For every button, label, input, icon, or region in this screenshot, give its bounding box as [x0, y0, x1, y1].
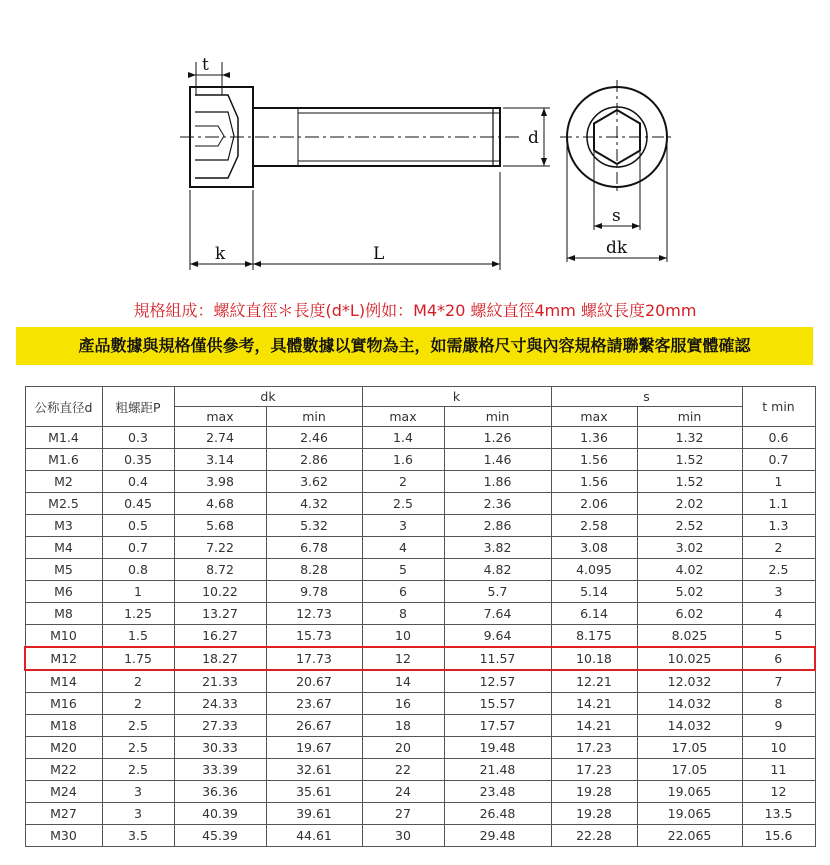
table-cell: 8 — [362, 603, 444, 625]
header-k: k — [362, 387, 551, 407]
table-cell: 1 — [102, 581, 174, 603]
table-cell: 36.36 — [174, 781, 266, 803]
table-cell: 2.46 — [266, 427, 362, 449]
table-cell: 0.45 — [102, 493, 174, 515]
table-cell: 10.025 — [637, 647, 742, 670]
header-dk-max: max — [174, 407, 266, 427]
table-cell: 18.27 — [174, 647, 266, 670]
table-cell: 1 — [742, 471, 815, 493]
table-cell: 1.6 — [362, 449, 444, 471]
table-cell: 0.6 — [742, 427, 815, 449]
table-row — [25, 515, 815, 537]
table-cell: 6.78 — [266, 537, 362, 559]
table-row — [25, 759, 815, 781]
table-cell: 5.7 — [444, 581, 551, 603]
table-cell: 1.36 — [551, 427, 637, 449]
table-cell: 27 — [362, 803, 444, 825]
table-row — [25, 693, 815, 715]
table-cell: 12.73 — [266, 603, 362, 625]
table-cell: 23.48 — [444, 781, 551, 803]
table-cell: 13.5 — [742, 803, 815, 825]
label-dk: dk — [606, 238, 628, 258]
table-cell: M2 — [25, 471, 102, 493]
table-row — [25, 803, 815, 825]
table-cell: 35.61 — [266, 781, 362, 803]
table-cell: 26.67 — [266, 715, 362, 737]
table-cell: 6 — [362, 581, 444, 603]
table-cell: 4.02 — [637, 559, 742, 581]
table-cell: 0.7 — [102, 537, 174, 559]
table-cell: M6 — [25, 581, 102, 603]
table-cell: 6 — [742, 647, 815, 670]
table-cell: 2.02 — [637, 493, 742, 515]
table-cell: 22.065 — [637, 825, 742, 847]
label-d: d — [528, 128, 539, 148]
table-cell: 21.48 — [444, 759, 551, 781]
table-cell: 3 — [102, 803, 174, 825]
table-cell: 0.3 — [102, 427, 174, 449]
table-cell: 9.64 — [444, 625, 551, 648]
table-cell: 1.52 — [637, 449, 742, 471]
table-cell: 8.72 — [174, 559, 266, 581]
table-row — [25, 781, 815, 803]
table-cell: 14.21 — [551, 693, 637, 715]
table-cell: 11 — [742, 759, 815, 781]
table-cell: 18 — [362, 715, 444, 737]
table-cell: 26.48 — [444, 803, 551, 825]
table-cell: 3.14 — [174, 449, 266, 471]
table-cell: 1.25 — [102, 603, 174, 625]
table-cell: M2.5 — [25, 493, 102, 515]
table-cell: 20 — [362, 737, 444, 759]
table-cell: 16.27 — [174, 625, 266, 648]
table-cell: 12 — [742, 781, 815, 803]
table-cell: 3 — [102, 781, 174, 803]
table-cell: M10 — [25, 625, 102, 648]
table-cell: 2.06 — [551, 493, 637, 515]
table-cell: 1.56 — [551, 449, 637, 471]
table-cell: 9 — [742, 715, 815, 737]
table-cell: M4 — [25, 537, 102, 559]
table-cell: 2.5 — [102, 737, 174, 759]
table-cell: 27.33 — [174, 715, 266, 737]
table-row — [25, 427, 815, 449]
screw-technical-drawing — [0, 0, 830, 290]
table-cell: 1.75 — [102, 647, 174, 670]
table-cell: 7.22 — [174, 537, 266, 559]
table-cell: 12.57 — [444, 670, 551, 693]
table-row — [25, 559, 815, 581]
table-cell: 2.5 — [362, 493, 444, 515]
header-t: t min — [742, 387, 815, 427]
table-cell: 3 — [742, 581, 815, 603]
table-cell: 0.5 — [102, 515, 174, 537]
table-cell: 22 — [362, 759, 444, 781]
table-cell: M27 — [25, 803, 102, 825]
table-cell: 23.67 — [266, 693, 362, 715]
table-cell: M14 — [25, 670, 102, 693]
table-cell: 19.67 — [266, 737, 362, 759]
table-cell: 2.74 — [174, 427, 266, 449]
table-cell: 29.48 — [444, 825, 551, 847]
table-cell: 1.52 — [637, 471, 742, 493]
table-cell: 2.36 — [444, 493, 551, 515]
table-cell: 2 — [742, 537, 815, 559]
table-cell: 30.33 — [174, 737, 266, 759]
table-row — [25, 647, 815, 670]
table-cell: 8 — [742, 693, 815, 715]
table-cell: 7 — [742, 670, 815, 693]
table-cell: 14.21 — [551, 715, 637, 737]
table-cell: 7.64 — [444, 603, 551, 625]
spec-table — [24, 386, 816, 847]
table-cell: 44.61 — [266, 825, 362, 847]
table-cell: 6.14 — [551, 603, 637, 625]
table-row — [25, 581, 815, 603]
table-cell: 3 — [362, 515, 444, 537]
table-cell: 14.032 — [637, 715, 742, 737]
table-cell: M20 — [25, 737, 102, 759]
table-row — [25, 625, 815, 648]
table-cell: 0.8 — [102, 559, 174, 581]
table-cell: 13.27 — [174, 603, 266, 625]
table-cell: 1.3 — [742, 515, 815, 537]
table-cell: 16 — [362, 693, 444, 715]
table-cell: 1.26 — [444, 427, 551, 449]
table-cell: 1.1 — [742, 493, 815, 515]
table-cell: 1.32 — [637, 427, 742, 449]
table-row — [25, 449, 815, 471]
table-cell: 2.58 — [551, 515, 637, 537]
table-cell: 21.33 — [174, 670, 266, 693]
table-row — [25, 471, 815, 493]
table-cell: M16 — [25, 693, 102, 715]
table-cell: 10.18 — [551, 647, 637, 670]
table-row — [25, 825, 815, 847]
table-cell: 17.23 — [551, 759, 637, 781]
table-cell: 5.68 — [174, 515, 266, 537]
table-cell: 1.4 — [362, 427, 444, 449]
header-s-max: max — [551, 407, 637, 427]
table-cell: 15.6 — [742, 825, 815, 847]
table-cell: 17.05 — [637, 737, 742, 759]
table-cell: 30 — [362, 825, 444, 847]
table-cell: 10 — [742, 737, 815, 759]
header-pitch: 粗螺距P — [102, 387, 174, 427]
table-cell: 2.5 — [742, 559, 815, 581]
table-cell: 2.86 — [444, 515, 551, 537]
table-cell: 8.175 — [551, 625, 637, 648]
table-cell: M8 — [25, 603, 102, 625]
table-cell: M5 — [25, 559, 102, 581]
table-cell: 0.7 — [742, 449, 815, 471]
table-cell: 19.28 — [551, 781, 637, 803]
table-cell: 24.33 — [174, 693, 266, 715]
table-cell: 14.032 — [637, 693, 742, 715]
table-cell: 5 — [742, 625, 815, 648]
table-cell: 3.02 — [637, 537, 742, 559]
table-cell: 5 — [362, 559, 444, 581]
table-cell: 4 — [362, 537, 444, 559]
table-row — [25, 603, 815, 625]
header-dk: dk — [174, 387, 362, 407]
table-cell: 19.48 — [444, 737, 551, 759]
table-cell: M22 — [25, 759, 102, 781]
table-cell: 17.73 — [266, 647, 362, 670]
table-cell: M18 — [25, 715, 102, 737]
table-cell: 12.21 — [551, 670, 637, 693]
table-cell: 17.57 — [444, 715, 551, 737]
table-cell: 2.86 — [266, 449, 362, 471]
table-cell: 45.39 — [174, 825, 266, 847]
table-cell: 39.61 — [266, 803, 362, 825]
table-cell: M1.6 — [25, 449, 102, 471]
table-cell: 1.56 — [551, 471, 637, 493]
table-cell: M24 — [25, 781, 102, 803]
table-row — [25, 537, 815, 559]
header-s: s — [551, 387, 742, 407]
table-cell: 19.065 — [637, 781, 742, 803]
table-cell: 3.08 — [551, 537, 637, 559]
table-cell: 5.14 — [551, 581, 637, 603]
table-cell: 2 — [102, 670, 174, 693]
label-L: L — [373, 244, 385, 264]
table-cell: 2.5 — [102, 715, 174, 737]
table-cell: 40.39 — [174, 803, 266, 825]
table-cell: 15.73 — [266, 625, 362, 648]
notice-banner: 產品數據與規格僅供參考，具體數據以實物為主，如需嚴格尺寸與內容規格請聯繫客服實體確認 — [16, 327, 813, 365]
table-row — [25, 493, 815, 515]
table-cell: 20.67 — [266, 670, 362, 693]
table-cell: 2 — [102, 693, 174, 715]
table-cell: M30 — [25, 825, 102, 847]
table-cell: 19.065 — [637, 803, 742, 825]
header-nominal: 公称直径d — [25, 387, 102, 427]
label-k: k — [215, 244, 226, 264]
table-cell: 2 — [362, 471, 444, 493]
table-cell: 3.98 — [174, 471, 266, 493]
table-cell: 8.025 — [637, 625, 742, 648]
table-row — [25, 715, 815, 737]
table-cell: 3.5 — [102, 825, 174, 847]
header-k-max: max — [362, 407, 444, 427]
table-cell: M1.4 — [25, 427, 102, 449]
table-cell: 9.78 — [266, 581, 362, 603]
header-s-min: min — [637, 407, 742, 427]
table-cell: 12.032 — [637, 670, 742, 693]
header-dk-min: min — [266, 407, 362, 427]
table-cell: 1.86 — [444, 471, 551, 493]
table-cell: M3 — [25, 515, 102, 537]
table-cell: 22.28 — [551, 825, 637, 847]
table-cell: M12 — [25, 647, 102, 670]
label-t: t — [202, 55, 209, 75]
table-cell: 12 — [362, 647, 444, 670]
table-cell: 5.32 — [266, 515, 362, 537]
table-cell: 17.23 — [551, 737, 637, 759]
table-cell: 33.39 — [174, 759, 266, 781]
table-cell: 0.4 — [102, 471, 174, 493]
table-cell: 4.095 — [551, 559, 637, 581]
table-cell: 15.57 — [444, 693, 551, 715]
table-cell: 2.52 — [637, 515, 742, 537]
table-cell: 17.05 — [637, 759, 742, 781]
table-cell: 10.22 — [174, 581, 266, 603]
header-k-min: min — [444, 407, 551, 427]
table-cell: 11.57 — [444, 647, 551, 670]
table-cell: 4.82 — [444, 559, 551, 581]
spec-format-line: 規格組成：螺紋直徑＊長度(d*L)例如：M4*20 螺紋直徑4mm 螺紋長度20mm — [133, 301, 697, 320]
table-cell: 14 — [362, 670, 444, 693]
table-cell: 8.28 — [266, 559, 362, 581]
table-row — [25, 670, 815, 693]
table-cell: 4.68 — [174, 493, 266, 515]
table-cell: 0.35 — [102, 449, 174, 471]
table-cell: 19.28 — [551, 803, 637, 825]
label-s: s — [612, 206, 621, 226]
table-row — [25, 737, 815, 759]
table-cell: 4 — [742, 603, 815, 625]
table-cell: 1.5 — [102, 625, 174, 648]
table-cell: 24 — [362, 781, 444, 803]
table-cell: 3.82 — [444, 537, 551, 559]
table-cell: 2.5 — [102, 759, 174, 781]
table-cell: 10 — [362, 625, 444, 648]
table-cell: 4.32 — [266, 493, 362, 515]
table-cell: 1.46 — [444, 449, 551, 471]
table-cell: 3.62 — [266, 471, 362, 493]
spec-table-body — [25, 427, 815, 847]
table-cell: 6.02 — [637, 603, 742, 625]
table-cell: 32.61 — [266, 759, 362, 781]
table-cell: 5.02 — [637, 581, 742, 603]
